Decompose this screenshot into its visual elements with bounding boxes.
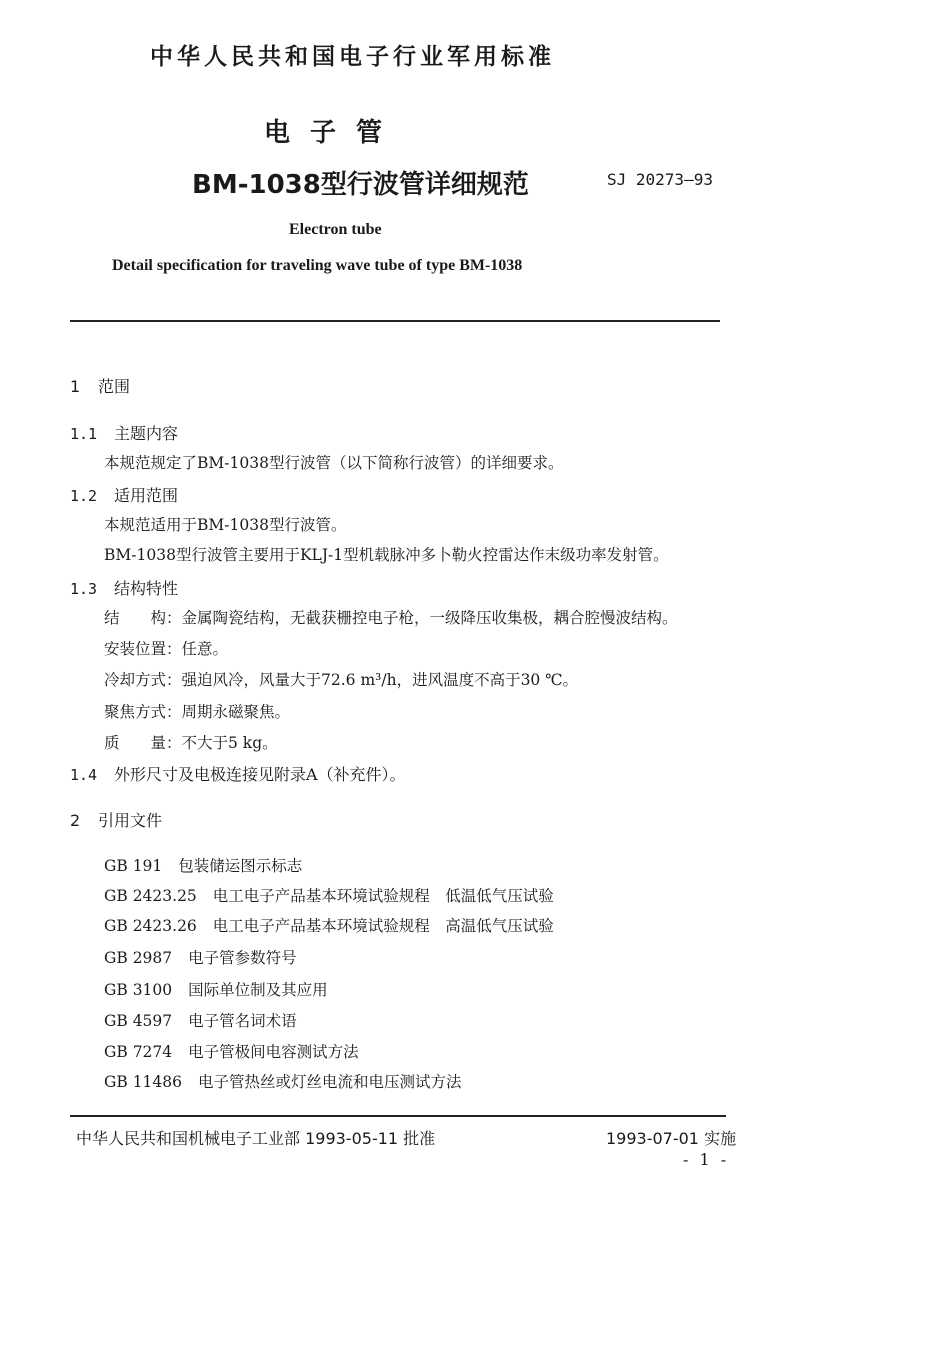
property-value: 金属陶瓷结构，无截获栅控电子枪，一级降压收集极，耦合腔慢波结构。 — [181, 609, 678, 627]
property-label: 聚焦方式： — [104, 703, 182, 721]
reference-item — [104, 1040, 359, 1062]
page-number: - 1 - — [683, 1150, 730, 1169]
section-number: 1.3 — [70, 580, 98, 598]
reference-item — [104, 946, 297, 968]
reference-item — [104, 1009, 297, 1031]
property-label: 结 构： — [104, 609, 182, 627]
section-1-3-heading — [70, 576, 178, 599]
section-number: 1.4 — [70, 766, 98, 784]
section-title: 结构特性 — [114, 579, 179, 598]
property-label: 冷却方式： — [104, 671, 182, 689]
standard-code: SJ 20273—93 — [607, 170, 713, 189]
reference-title: 电子管参数符号 — [188, 949, 297, 967]
property-structure — [104, 606, 678, 628]
reference-item — [104, 978, 328, 1000]
standard-category-title: 中华人民共和国电子行业军用标准 — [150, 44, 555, 70]
section-title: 适用范围 — [114, 486, 179, 505]
section-title: 主题内容 — [114, 424, 179, 443]
document-sub-title: BM-1038型行波管详细规范 — [192, 170, 529, 200]
section-1-heading — [70, 374, 130, 397]
property-value: 强迫风冷，风量大于72.6 m³/h，进风温度不高于30 ℃。 — [181, 671, 579, 689]
property-mounting — [104, 637, 228, 659]
reference-item — [104, 854, 302, 876]
header-divider — [70, 320, 720, 322]
reference-code: GB 3100 — [104, 981, 173, 999]
reference-code: GB 7274 — [104, 1043, 173, 1061]
section-number: 1.1 — [70, 425, 98, 443]
approval-line: 中华人民共和国机械电子工业部 1993-05-11 批准 — [76, 1129, 436, 1148]
reference-code: GB 4597 — [104, 1012, 173, 1030]
document-main-title: 电子管 — [264, 118, 403, 148]
property-value: 周期永磁聚焦。 — [181, 703, 291, 721]
reference-code: GB 2423.25 — [104, 887, 197, 905]
section-1-2-heading — [70, 483, 178, 506]
effective-date: 1993-07-01 实施 — [606, 1129, 737, 1148]
section-1-2-text-1: 本规范适用于BM-1038型行波管。 — [104, 516, 347, 534]
section-title: 范围 — [98, 377, 131, 396]
english-subtitle: Detail specification for traveling wave tube of type BM-1038 — [112, 257, 523, 274]
reference-code: GB 11486 — [104, 1073, 183, 1091]
reference-title: 电工电子产品基本环境试验规程 高温低气压试验 — [212, 917, 554, 935]
reference-item — [104, 914, 554, 936]
section-title: 外形尺寸及电极连接见附录A（补充件）。 — [114, 765, 406, 784]
english-title: Electron tube — [289, 221, 382, 238]
reference-title: 电子管名词术语 — [188, 1012, 297, 1030]
reference-title: 电工电子产品基本环境试验规程 低温低气压试验 — [212, 887, 554, 905]
reference-title: 包装储运图示标志 — [178, 857, 303, 875]
property-label: 安装位置： — [104, 640, 182, 658]
property-value: 不大于5 kg。 — [181, 734, 278, 752]
reference-code: GB 191 — [104, 857, 163, 875]
reference-code: GB 2423.26 — [104, 917, 197, 935]
section-1-1-text: 本规范规定了BM-1038型行波管（以下简称行波管）的详细要求。 — [104, 454, 564, 472]
section-title: 引用文件 — [98, 811, 163, 830]
section-1-4-heading — [70, 762, 406, 785]
property-focusing — [104, 700, 290, 722]
reference-title: 国际单位制及其应用 — [188, 981, 328, 999]
property-mass — [104, 731, 278, 753]
section-number: 2 — [70, 811, 81, 830]
reference-item — [104, 884, 554, 906]
section-1-2-text-2: BM-1038型行波管主要用于KLJ-1型机载脉冲多卜勒火控雷达作末级功率发射管。 — [104, 546, 669, 564]
property-label: 质 量： — [104, 734, 182, 752]
section-2-heading — [70, 808, 162, 831]
property-cooling — [104, 668, 578, 690]
reference-code: GB 2987 — [104, 949, 173, 967]
section-number: 1.2 — [70, 487, 98, 505]
property-value: 任意。 — [181, 640, 229, 658]
reference-item — [104, 1070, 462, 1092]
footer-divider — [70, 1115, 726, 1117]
section-number: 1 — [70, 377, 81, 396]
section-1-1-heading — [70, 421, 178, 444]
reference-title: 电子管热丝或灯丝电流和电压测试方法 — [198, 1073, 462, 1091]
reference-title: 电子管极间电容测试方法 — [188, 1043, 359, 1061]
